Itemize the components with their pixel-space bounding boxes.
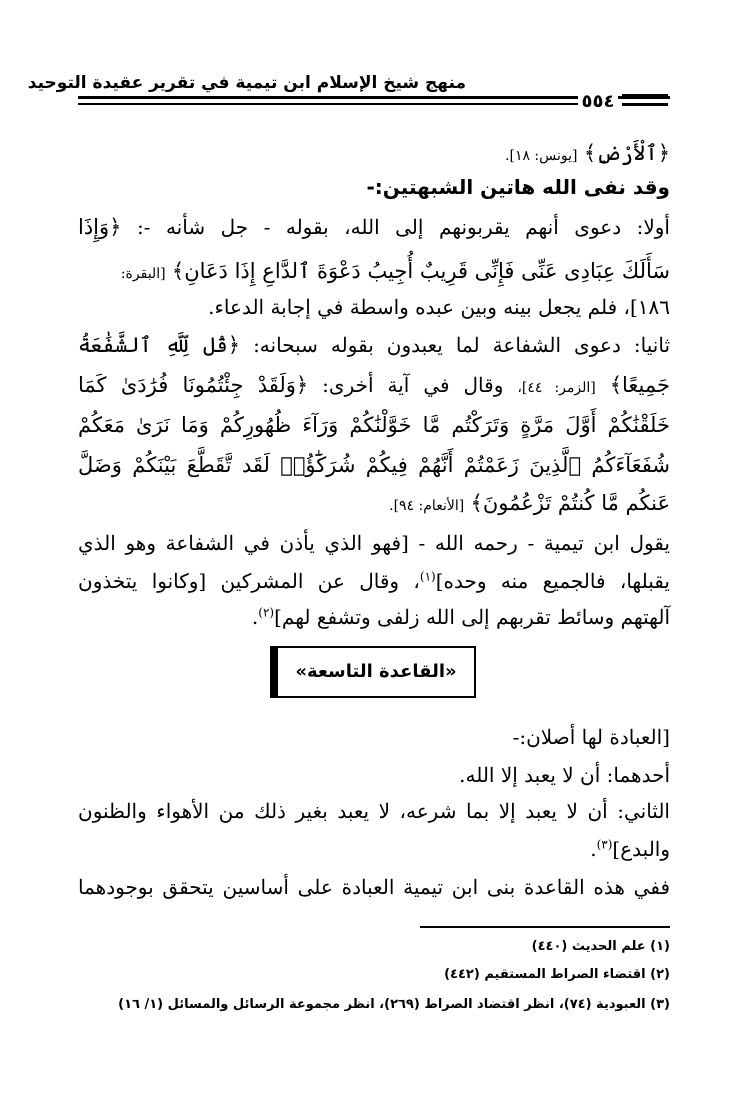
footnote-marker: (٢) bbox=[258, 605, 275, 620]
text-line-12 bbox=[78, 566, 670, 596]
quran-fragment: ﴿وَلَقَدْ جِئْتُمُونَا فُرَٰدَىٰ كَمَا bbox=[78, 373, 309, 397]
text-line-14: [العبادة لها أصلان:- bbox=[512, 725, 670, 749]
text-line-6 bbox=[78, 330, 670, 360]
paragraph-text: ، وقال عن المشركين [وكانوا يتخذون bbox=[78, 569, 420, 593]
verse-reference: [يونس: ١٨]. bbox=[505, 148, 578, 164]
footnote: (١) علم الحديث (٤٤٠) bbox=[531, 939, 670, 954]
footnote-marker: (٣) bbox=[596, 837, 613, 852]
text-line-4 bbox=[78, 256, 670, 289]
quran-fragment: ﴿ٱلْأَرْضِ﴾ bbox=[583, 141, 670, 165]
text-line-10 bbox=[78, 488, 670, 521]
paragraph-text: ثانيا: دعوى الشفاعة لما يعبدون بقوله سبحانه: bbox=[240, 333, 671, 357]
section-heading: وقد نفى الله هاتين الشبهتين:- bbox=[366, 175, 670, 199]
text-line-11: يقول ابن تيمية - رحمه الله - [فهو الذي يأذن في الشفاعة وهو الذي bbox=[78, 531, 670, 555]
paragraph-text: . bbox=[590, 837, 597, 861]
header-ornament-bars bbox=[622, 94, 668, 106]
verse-reference: [الأنعام: ٩٤]. bbox=[389, 498, 465, 514]
quran-verse-line: شُفَعَآءَكُمُ ٱلَّذِينَ زَعَمْتُمْ أَنَّهُمْ فِيكُمْ شُرَكَٰٓؤُا۟ لَقَد تَّقَطَّعَ بَيْنَكُمْ وَضَلَّ bbox=[78, 453, 670, 477]
page-number: ٥٥٤ bbox=[578, 92, 618, 112]
text-line-16: الثاني: أن لا يعبد إلا بما شرعه، لا يعبد بغير ذلك من الأهواء والظنون bbox=[78, 799, 670, 823]
quran-verse-line: خَلَقْنَٰكُمْ أَوَّلَ مَرَّةٍ وَتَرَكْتُم مَّا خَوَّلْنَٰكُمْ وَرَآءَ ظُهُورِكُمْ وَمَا نَرَىٰ مَعَكُمْ bbox=[78, 413, 670, 437]
text-line-15: أحدهما: أن لا يعبد إلا الله. bbox=[459, 763, 670, 787]
rule-heading: «القاعدة التاسعة» bbox=[276, 646, 476, 698]
text-line-18: ففي هذه القاعدة بنى ابن تيمية العبادة على أساسين يتحقق بوجودهما bbox=[78, 875, 670, 899]
quran-fragment: جَمِيعًا﴾ bbox=[609, 373, 671, 397]
footnote-marker: (١) bbox=[419, 569, 436, 584]
text-line-13 bbox=[78, 602, 670, 632]
text-line-3 bbox=[78, 212, 670, 242]
text-line-7 bbox=[78, 370, 670, 403]
quote-text: والبدع] bbox=[612, 837, 670, 861]
verse-reference: [البقرة: bbox=[120, 266, 166, 282]
text-line-17 bbox=[78, 834, 670, 864]
header-rule-thin bbox=[78, 103, 578, 105]
quote-text: آلهتهم وسائط تقربهم إلى الله زلفى وتشفع لهم] bbox=[274, 605, 670, 629]
text-line-1 bbox=[78, 138, 670, 171]
quote-text: يقبلها، فالجميع منه وحده] bbox=[435, 569, 670, 593]
rule-heading-box bbox=[270, 646, 480, 704]
quran-fragment: ﴿قُل لِّلَّهِ ٱلشَّفَٰعَةُ bbox=[78, 333, 241, 357]
verse-reference: [الزمر: ٤٤]، bbox=[517, 380, 596, 396]
footnote-rule bbox=[420, 926, 670, 928]
quran-fragment: ﴿وَإِذَا bbox=[78, 215, 122, 239]
running-header-title: منهج شيخ الإسلام ابن تيمية في تقرير عقيدة التوحيد bbox=[27, 73, 466, 93]
footnote: (٣) العبودية (٧٤)، انظر اقتضاد الصراط (٢٦٩)، انظر مجموعة الرسائل والمسائل (١/ ١٦) bbox=[118, 997, 670, 1012]
quran-verse: سَأَلَكَ عِبَادِى عَنِّى فَإِنِّى قَرِيبٌ أُجِيبُ دَعْوَةَ ٱلدَّاعِ إِذَا دَعَانِ﴾ bbox=[171, 259, 670, 283]
paragraph-text: . bbox=[251, 605, 259, 629]
footnote: (٢) اقتضاء الصراط المستقيم (٤٤٢) bbox=[444, 967, 670, 982]
quran-fragment: عَنكُم مَّا كُنتُمْ تَزْعُمُونَ﴾ bbox=[470, 491, 670, 515]
paragraph-text: أولا: دعوى أنهم يقربونهم إلى الله، بقوله - جل شأنه -: bbox=[121, 215, 670, 239]
text-line-5: ١٨٦]، فلم يجعل بينه وبين عبده واسطة في إجابة الدعاء. bbox=[208, 295, 670, 319]
paragraph-text: وقال في آية أخرى: bbox=[308, 373, 518, 397]
